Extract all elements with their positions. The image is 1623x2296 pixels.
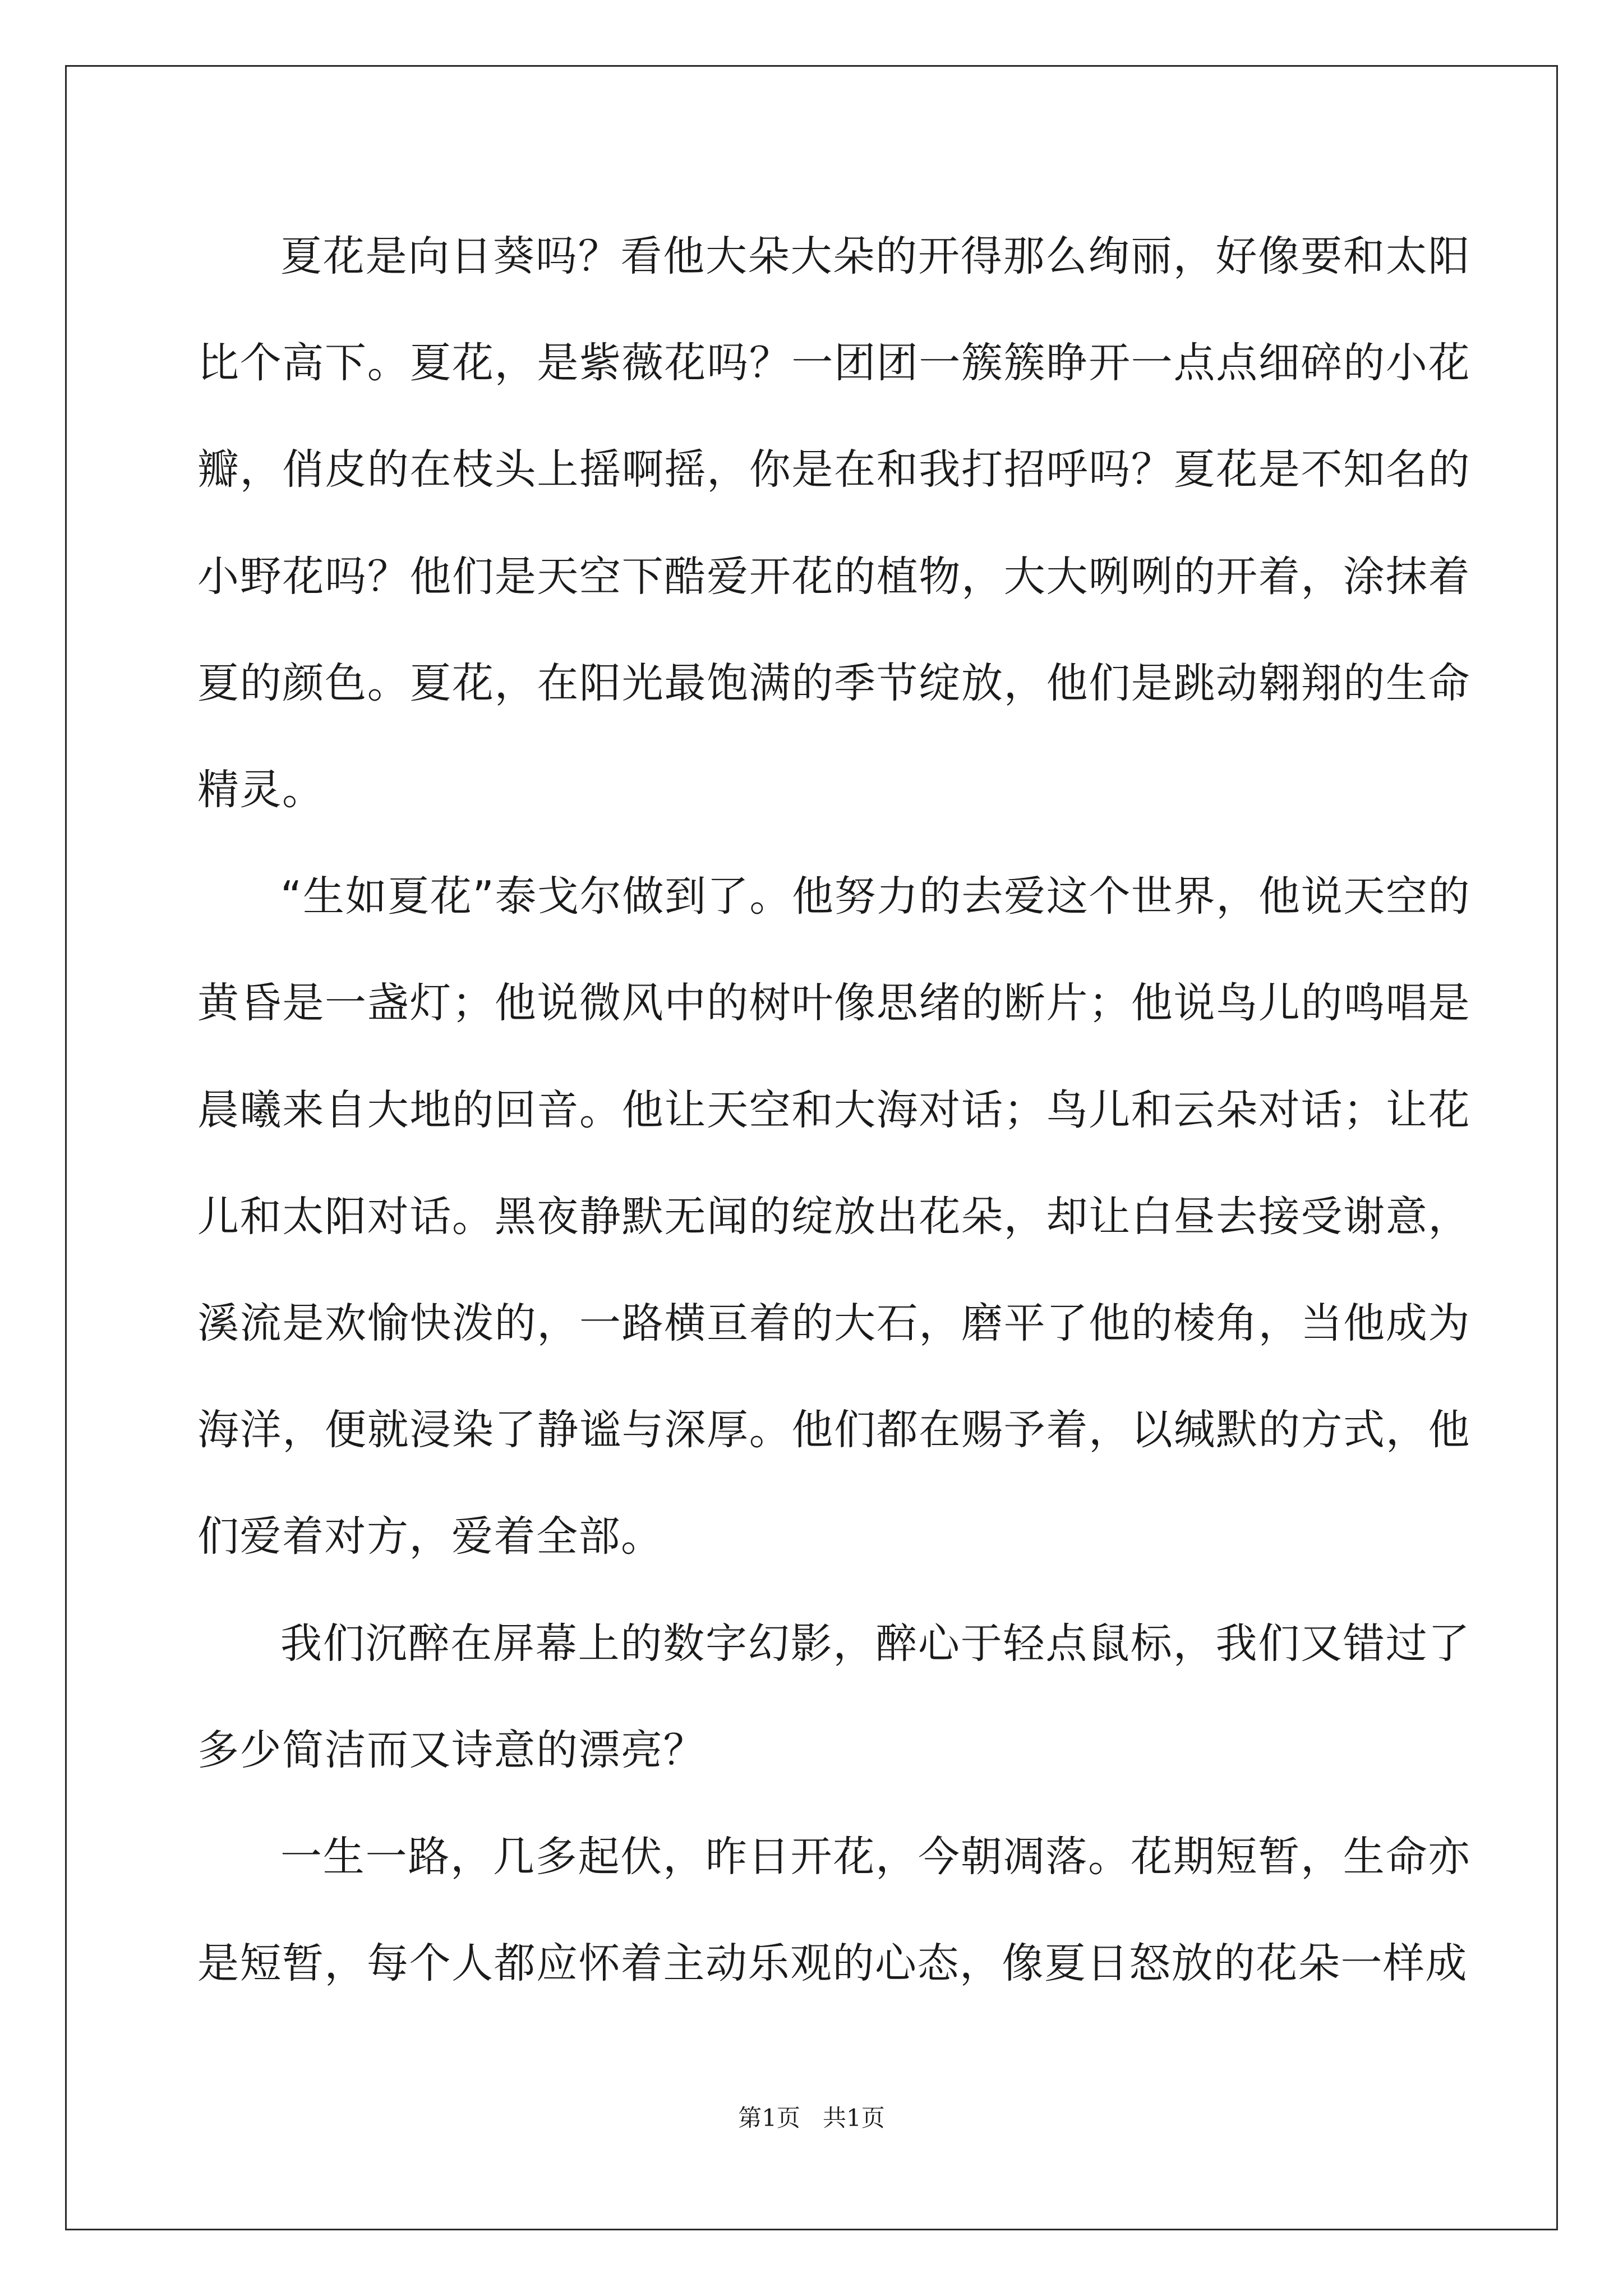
paragraph-tagore: “生如夏花”泰戈尔做到了。他努力的去爱这个世界，他说天空的黄昏是一盏灯；他说微风中的树叶像思绪的断片；他说鸟儿的鸣唱是晨曦来自大地的回音。他让天空和大海对话；鸟儿和云朵对话；让花儿和太阳对话。黑夜静默无闻的绽放出花朵，却让白昼去接受谢意，溪流是欢愉快泼的，一路横亘着的大石，磨平了他的棱角，当他成为海洋，便就浸染了静谧与深厚。他们都在赐予着，以缄默的方式，他们爱着对方，爱着全部。 bbox=[197, 872, 1470, 1561]
document-body bbox=[197, 203, 1470, 2017]
paragraph-life-journey: 一生一路，几多起伏，昨日开花，今朝凋落。花期短暂，生命亦是短暂，每个人都应怀着主动乐观的心态，像夏日怒放的花朵一样成 bbox=[197, 1833, 1470, 1988]
paragraph-summer-flowers: 夏花是向日葵吗？看他大朵大朵的开得那么绚丽，好像要和太阳比个高下。夏花，是紫薇花吗？一团团一簇簇睁开一点点细碎的小花瓣，俏皮的在枝头上摇啊摇，你是在和我打招呼吗？夏花是不知名的小野花吗？他们是天空下酷爱开花的植物，大大咧咧的开着，涂抹着夏的颜色。夏花，在阳光最饱满的季节绽放，他们是跳动翱翔的生命精灵。 bbox=[197, 232, 1470, 815]
paragraph-digital-illusion: 我们沉醉在屏幕上的数字幻影，醉心于轻点鼠标，我们又错过了多少简洁而又诗意的漂亮？ bbox=[197, 1619, 1470, 1774]
page-footer: 第1页 共1页 bbox=[738, 2104, 885, 2132]
